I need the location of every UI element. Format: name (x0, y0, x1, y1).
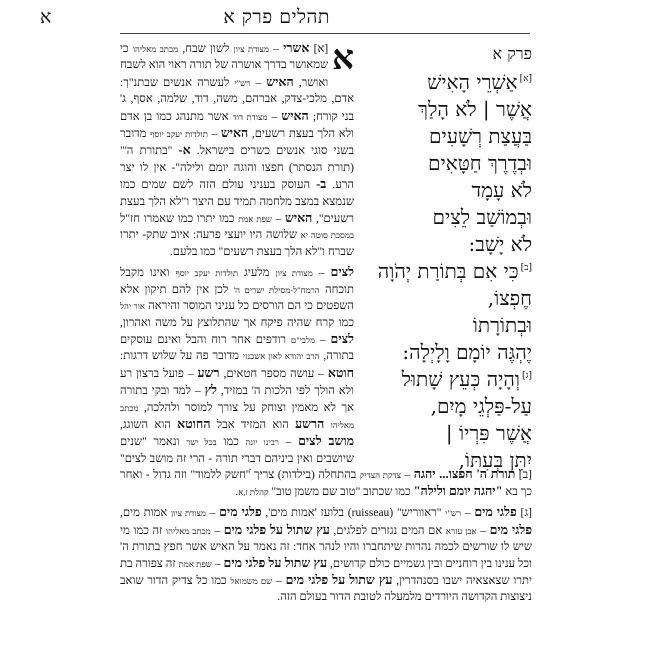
verse-line (428, 151, 532, 176)
source-citation: מכתב מאליהו (120, 402, 354, 430)
verse-line (471, 178, 532, 203)
commentary-term: חוטא (327, 365, 354, 380)
source-citation: תולדות יעקב יוסף (150, 129, 208, 140)
commentary-term: האיש (266, 74, 294, 89)
source-citation: רש"י (445, 508, 462, 519)
commentary-paragraph-1 (120, 40, 354, 260)
commentary-text: [ג] (516, 507, 533, 520)
source-citation: מצודת ציון (233, 44, 269, 54)
header-divider (120, 33, 530, 34)
source-citation: שפת אמת (178, 559, 212, 570)
verse-text: וּבְמוֹשַׁב לֵצִים (432, 205, 532, 229)
verse-line (418, 97, 532, 122)
commentary-text: רודפים אחר רוח והבל ואינם עוסקים בתורה, (120, 333, 354, 363)
source-citation: הרמח"ל-מסילת ישרים ה' (233, 284, 320, 295)
commentary-term: תורת ה' חפצו... יהגה (413, 467, 516, 481)
commentary-term: לצים (330, 265, 354, 280)
commentary-term: החוטא (177, 416, 211, 431)
verse-text: עַל-פַּלְגֵי מָיִם, (430, 394, 532, 418)
commentary-text: – (268, 43, 284, 55)
verse-text: כִּי אִם בְּתוֹרַת יְהֹוָה (377, 259, 519, 283)
verse-text: אֲשֶׁר פִּרְיוֹ | (445, 421, 532, 445)
page-title: תהלים פרק א (223, 6, 330, 28)
commentary-text: זה כמו מי שיש לו שורשים לכמה נהרות שיתחברו והיו לנהר אחד: זה נאמר על האיש אשר חפץ בתורת ה' וכל ענינו בין רוחניים ובין גשמיים כולם קדושים, (120, 524, 532, 571)
source-citation: קהלת ז,א (238, 487, 269, 498)
commentary-text: זה צפורה בת יתרו שצאצאיה ישבו בסנהדרין, (120, 558, 533, 588)
commentary-text: – (250, 76, 267, 89)
commentary-text: כמו (216, 436, 246, 449)
commentary-term: "יהגה יומם ולילה" (413, 484, 503, 499)
verse-text: יֶהְגֶּה יוֹמָם וָלָיְלָה: (402, 340, 532, 364)
commentary-text: – למד ובקי בתורה אך לא מאמין וצוחק על צורך למוסר ולהלכה, (120, 385, 354, 414)
commentary-paragraph-2 (120, 264, 354, 470)
commentary-text: – (315, 333, 331, 346)
verse-line (431, 394, 532, 419)
source-citation: תולדות יעקב יוסף (175, 268, 239, 279)
commentary-text: – (476, 524, 490, 537)
source-citation: מכתב מאליהו (165, 525, 211, 536)
commentary-text: כי שמאושר בדרך אושרה של תורה ראוי הוא לשבח ואושר, (120, 43, 329, 89)
commentary-text: "בתורת ה'" (תורת הנסתר) חפצו והוגה יומם ולילה"- אין לו יצר הרע. (120, 145, 354, 192)
commentary-text: – (401, 469, 414, 481)
commentary-term: האיש (220, 126, 249, 141)
source-citation: מצודת דוד (232, 111, 268, 122)
commentary-text: – (267, 110, 282, 123)
source-citation: מצודת ציון (171, 508, 206, 519)
commentary-text: – (272, 575, 286, 588)
source-citation: רש"י (234, 77, 251, 88)
commentary-text: אמות מים, (120, 507, 171, 520)
source-citation: אור יהל (120, 301, 145, 312)
verse-line (378, 259, 532, 284)
commentary-term: עץ שתול על פלגי מים (285, 573, 393, 588)
verse-line (469, 232, 533, 257)
commentary-text: אם המים נגזרים לפלגים, (329, 524, 446, 537)
source-citation: מצודת ציון (275, 268, 313, 279)
commentary-text: לכן אין להם תיקון אלא השפטים כי הם הורסים כל עניני המוסר והיראה (120, 283, 354, 313)
source-citation: רבינו יונה (245, 437, 279, 448)
commentary-text: אשר מתנהג כמו בן אדם ולא הלך בעצת רשעים, (120, 110, 354, 141)
commentary-text: "ראווריש" (ruisseau) בלועז 'אמות מים', (261, 507, 446, 520)
commentary-verse-2 (120, 466, 532, 500)
commentary-text: [א] (309, 43, 329, 55)
commentary-verse-3 (120, 504, 532, 605)
verse-line (446, 421, 532, 446)
verse-line (402, 367, 532, 392)
running-header (40, 4, 530, 30)
verse-line (427, 70, 532, 95)
commentary-term: לצים (330, 331, 354, 346)
verse-line (488, 286, 532, 311)
verse-text: לֹא עָמָד (471, 178, 532, 202)
commentary-term: ב- (316, 177, 327, 192)
source-citation: אבן עזרא (445, 525, 477, 536)
verse-line (402, 340, 532, 365)
commentary-text: העוסק בעניני עולם הזה לשם שמים כמו שנמצא במצב מלחמה תמיד עם היצר ו"לא הלך בעצת רשעים", (120, 179, 354, 226)
verse-line (433, 205, 532, 230)
commentary-text: – (312, 267, 331, 280)
commentary-term: פלגי מים (219, 505, 262, 520)
commentary-term: לץ (204, 383, 217, 398)
commentary-text: כמו שכתוב "טוב שם משמן טוב" (268, 486, 414, 499)
drop-cap-letter: א (332, 40, 354, 78)
commentary-text: – (205, 507, 220, 520)
commentary-term: א- (178, 143, 191, 158)
verse-number: [ג] (522, 371, 532, 382)
verse-text: לֹא יָשָׁב: (468, 232, 532, 256)
source-citation: במסכת סוטה יא (300, 230, 354, 241)
commentary-term: מושב לצים (298, 434, 354, 449)
commentary-text: ואינו מקבל תוכחה (120, 267, 354, 296)
commentary-text: מדובר בשני סוגי אנשים כשרים בישראל. (120, 128, 354, 158)
commentary-text: כמו כל צדיק הדור שואב ניצוצות הקדושה היורדים מלמעלה לטובת הדור בעולם הזה. (120, 575, 532, 604)
commentary-term: אשרי (283, 41, 310, 55)
commentary-text: מדובר פה על שלוש דרגות: (120, 350, 243, 363)
commentary-text: – (278, 436, 299, 449)
source-citation: הרב יהודא לאון אשכנזי (242, 351, 320, 362)
commentary-term: פלגי מים (474, 505, 517, 520)
verse-column (362, 40, 532, 470)
verse-text: יִתֵּן בְּעִתּוֹ, (458, 448, 532, 472)
commentary-column (120, 40, 354, 470)
page-number-letter: א (40, 6, 52, 28)
commentary-text: – (207, 128, 221, 141)
commentary-term: פלגי מים (489, 522, 532, 537)
verse-text: חֶפְצוֹ, (487, 286, 532, 310)
commentary-text: – (271, 213, 285, 226)
commentary-text: – (211, 558, 224, 571)
bottom-commentary (120, 466, 532, 610)
commentary-text: הוא השוגג, (120, 418, 178, 431)
commentary-text: שלושה היו יועצי פרעה: איוב שתק- יתרו שברח ו"לא הלך בעצת רשעים" כמו בלעם. (120, 229, 354, 258)
commentary-text: הוא המזיד אבל (210, 418, 296, 431)
commentary-text: בהתחלה (בילדות) צריך "חשק ללמוד" וזה גדול - ואחר כך בא (120, 469, 532, 499)
commentary-text: לעשרה אנשים שבתנ"ך: אדם, מלכי-צדק, אברהם, משה, דוד, שלמה, אסף, ג' בני קורח; (120, 76, 354, 123)
source-citation: שפת אמת (238, 214, 272, 225)
verse-text: וּבְתוֹרָתוֹ (472, 313, 532, 337)
commentary-term: עץ שתול על פלגי מים (223, 522, 330, 537)
commentary-text: . (235, 486, 239, 499)
commentary-text: מלעיג (238, 267, 276, 280)
source-citation: מכתב מאליהו (132, 44, 179, 54)
source-citation: מלבי"ם (290, 334, 316, 345)
verse-text: בַּעֲצַת רְשָׁעִים (428, 124, 532, 148)
commentary-text: כמו יתרו כמו שאמרו חז"ל (120, 213, 239, 226)
verse-line (429, 124, 532, 149)
source-citation: צדקת הצדיק (359, 470, 402, 480)
verse-number: [א] (519, 74, 532, 85)
commentary-text: – פועל ברצון רע ולא הולך לפי הלכות ה' במזיד, (120, 367, 354, 398)
verse-text: אֲשֶׁר | לֹא הָלַךְ (418, 97, 532, 121)
commentary-term: האיש (284, 211, 313, 226)
commentary-text: – (210, 524, 224, 537)
verse-number: [ב] (520, 263, 532, 274)
commentary-text: – (461, 507, 475, 520)
commentary-text: – עושה מספר חטאים, (219, 367, 328, 380)
commentary-term: הרשע (295, 416, 325, 431)
verse-text: וְהָיָה כְּעֵץ שָׁתוּל (401, 367, 520, 391)
commentary-text: כמו קרח שהיה פיקח אך שהתלוצץ על משה ואהרון, (120, 316, 354, 329)
verse-text: אַשְׁרֵי הָאִישׁ (427, 70, 518, 94)
verse-line (473, 313, 532, 338)
source-citation: שם משמואל (230, 576, 273, 587)
commentary-text: ונאמר "שנים שיושבים ואין ביניהם דברי תורה - הרי זה מושב לצים" (120, 436, 354, 465)
commentary-term: עץ שתול על פלגי מים (223, 556, 328, 571)
verse-text: וּבְדֶרֶךְ חַטָּאִים (427, 151, 532, 175)
commentary-text: [ב] (515, 469, 533, 481)
commentary-term: רשע (197, 365, 220, 380)
source-citation: בכל ישר (186, 437, 217, 448)
commentary-term: האיש (281, 108, 309, 123)
commentary-text: לשון שבח, (178, 43, 234, 55)
chapter-label: פרק א (492, 44, 532, 63)
